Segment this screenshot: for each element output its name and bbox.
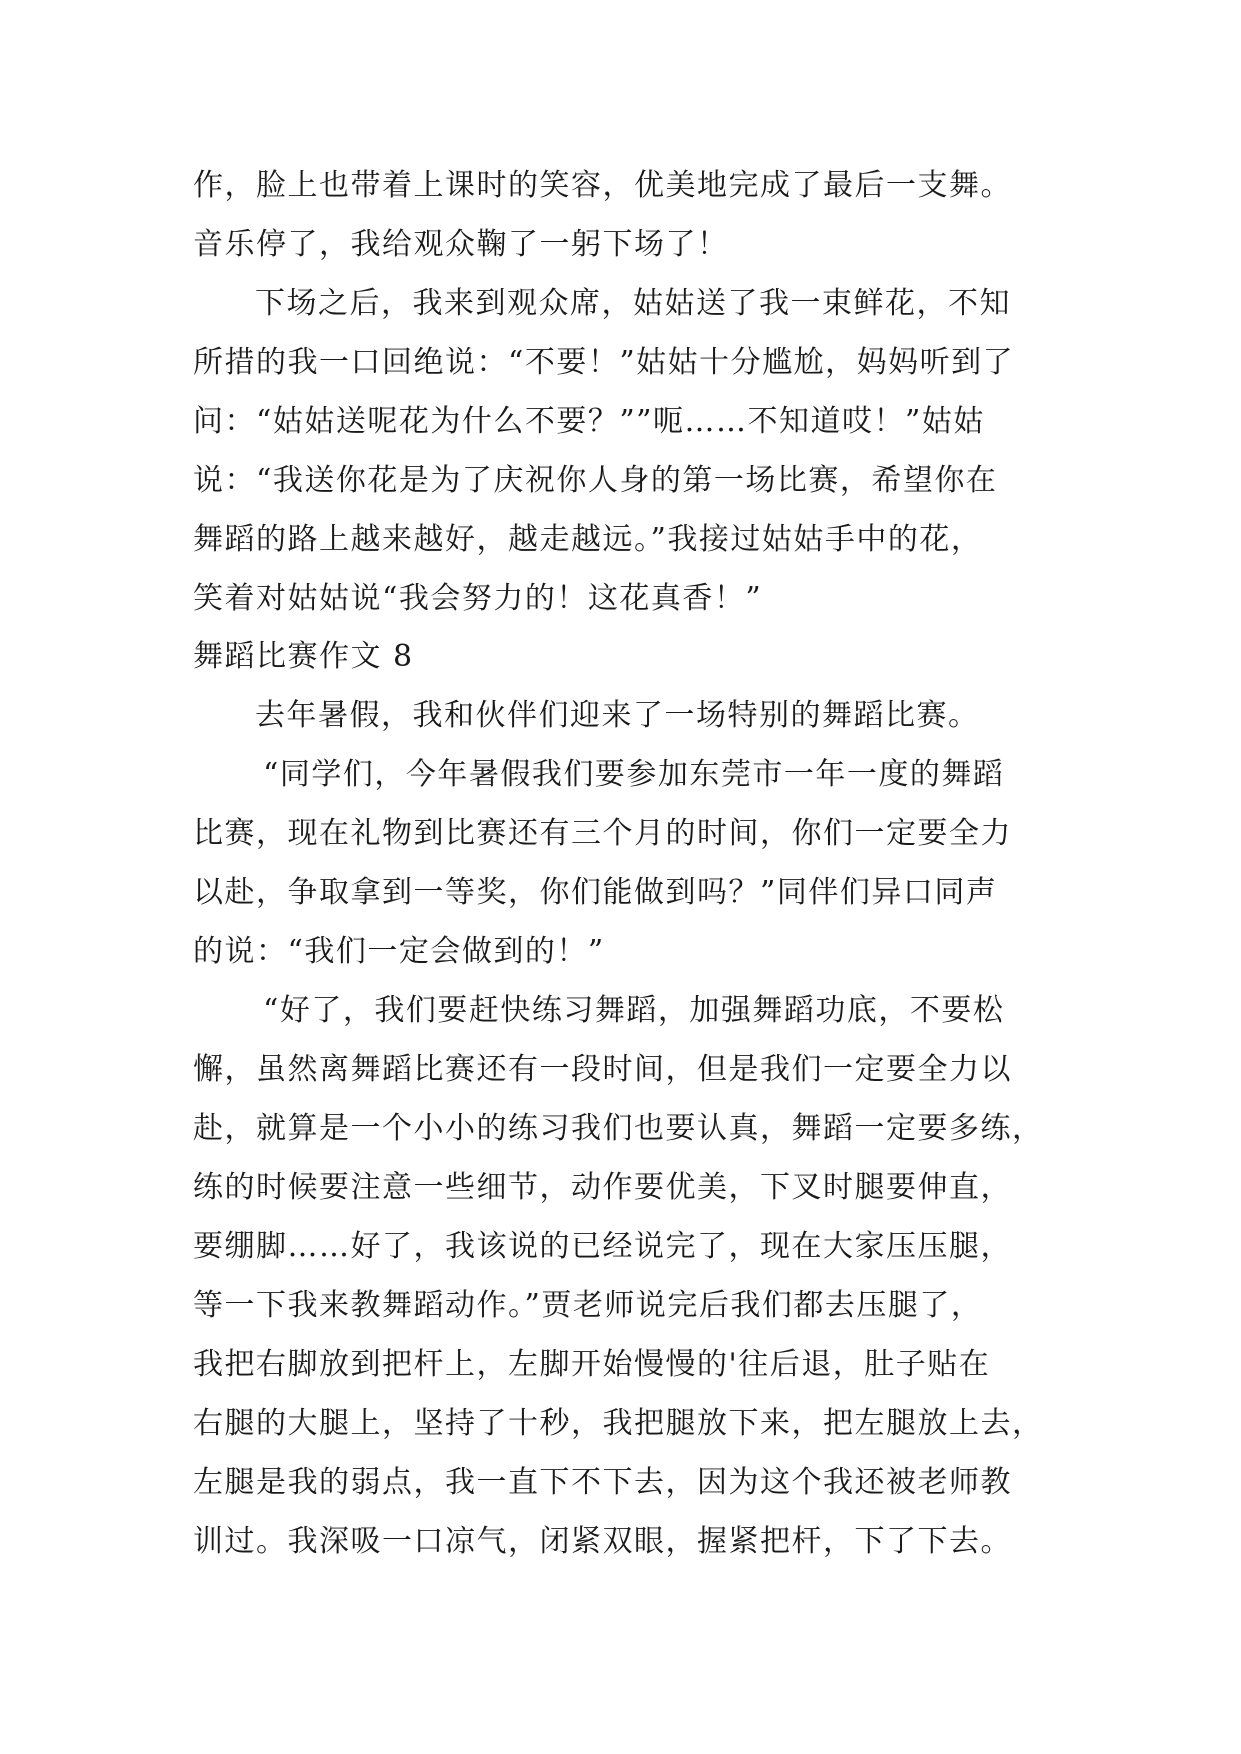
text-line: 左腿是我的弱点，我一直下不下去，因为这个我还被老师教	[193, 1465, 1012, 1500]
text-line: 以赴，争取拿到一等奖，你们能做到吗？”同伴们异口同声	[193, 875, 998, 910]
text-line: 懈，虽然离舞蹈比赛还有一段时间，但是我们一定要全力以	[193, 1052, 1012, 1087]
paragraph-start: “好了，我们要赶快练习舞蹈，加强舞蹈功底，不要松	[263, 993, 1005, 1028]
text-line: 问：“姑姑送呢花为什么不要？””呃……不知道哎！”姑姑	[193, 404, 985, 439]
text-line: 音乐停了，我给观众鞠了一躬下场了！	[193, 227, 729, 262]
paragraph-start: 下场之后，我来到观众席，姑姑送了我一束鲜花，不知	[255, 286, 1011, 321]
text-line: 练的时候要注意一些细节，动作要优美，下叉时腿要伸直，	[193, 1170, 1012, 1205]
text-line: 右腿的大腿上，坚持了十秒，我把腿放下来，把左腿放上去，	[193, 1406, 1044, 1441]
paragraph-start: 去年暑假，我和伙伴们迎来了一场特别的舞蹈比赛。	[255, 698, 980, 733]
text-line: 舞蹈的路上越来越好，越走越远。”我接过姑姑手中的花，	[193, 522, 983, 557]
section-heading: 舞蹈比赛作文 8	[193, 639, 414, 674]
text-line: 说：“我送你花是为了庆祝你人身的第一场比赛，希望你在	[193, 463, 998, 498]
text-line: 比赛，现在礼物到比赛还有三个月的时间，你们一定要全力	[193, 816, 1012, 851]
text-line: 所措的我一口回绝说：“不要！”姑姑十分尴尬，妈妈听到了	[193, 345, 1015, 380]
text-line: 要绷脚……好了，我该说的已经说完了，现在大家压压腿，	[193, 1229, 1012, 1264]
text-line: 我把右脚放到把杆上，左脚开始慢慢的'往后退，肚子贴在	[193, 1347, 991, 1382]
text-line: 的说：“我们一定会做到的！”	[193, 934, 605, 969]
text-line: 训过。我深吸一口凉气，闭紧双眼，握紧把杆，下了下去。	[193, 1524, 1012, 1559]
text-line: 等一下我来教舞蹈动作。”贾老师说完后我们都去压腿了，	[193, 1288, 983, 1323]
paragraph-start: “同学们，今年暑假我们要参加东莞市一年一度的舞蹈	[263, 757, 1005, 792]
text-line: 笑着对姑姑说“我会努力的！这花真香！”	[193, 581, 763, 616]
text-line: 作，脸上也带着上课时的笑容，优美地完成了最后一支舞。	[193, 168, 1012, 203]
text-line: 赴，就算是一个小小的练习我们也要认真，舞蹈一定要多练，	[193, 1111, 1044, 1146]
